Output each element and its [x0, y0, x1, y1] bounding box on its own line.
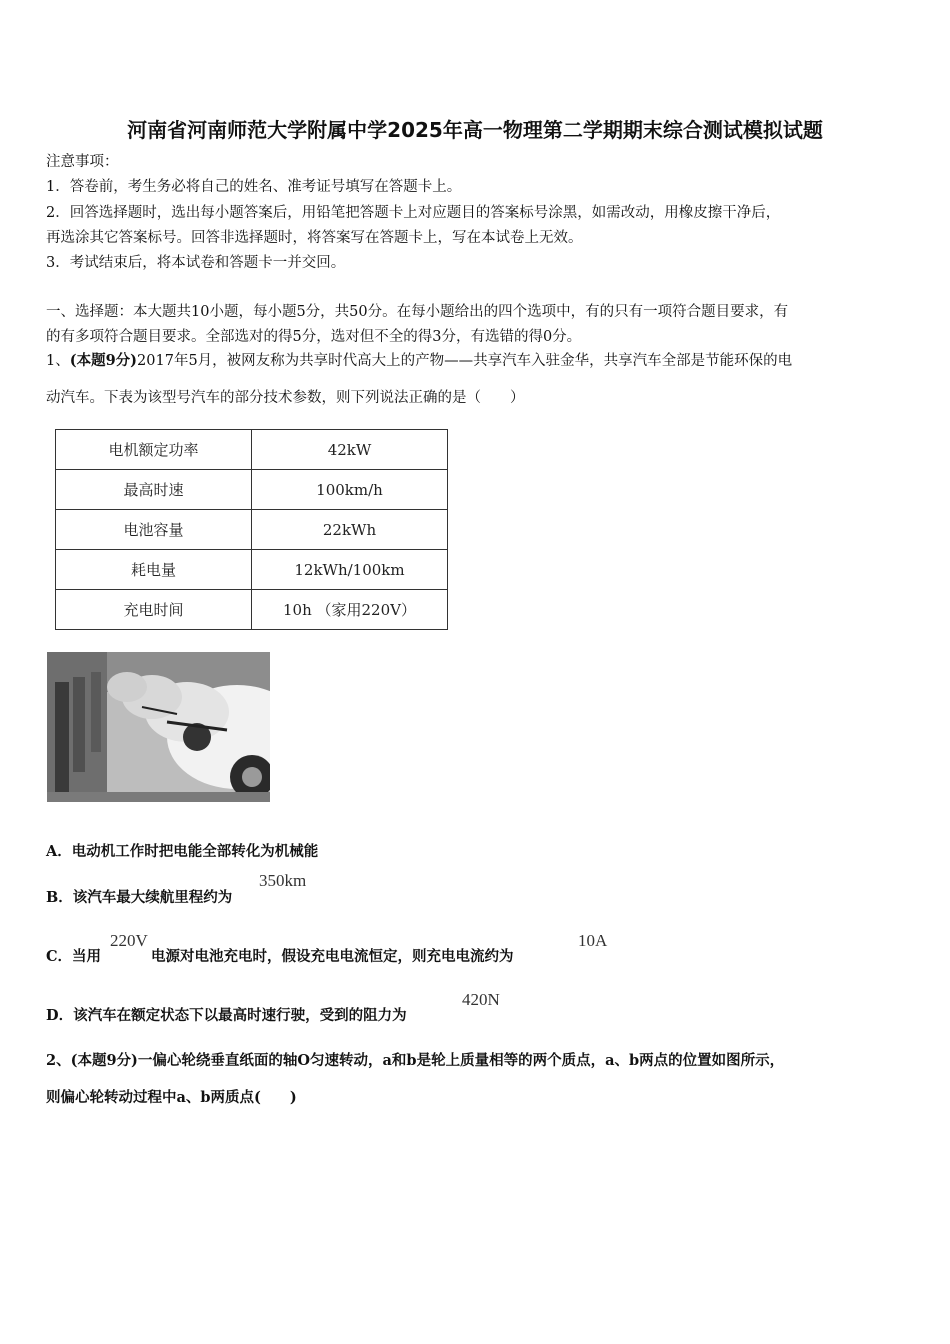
option-c-middle: 电源对电池充电时，假设充电电流恒定，则充电电流约为	[151, 948, 514, 965]
notice-item-3: 3．考试结束后，将本试卷和答题卡一并交回。	[46, 255, 346, 271]
option-c-current: 10A	[578, 931, 608, 950]
notice-item-2-cont: 再选涂其它答案标号。回答非选择题时，将答案写在答题卡上，写在本试卷上无效。	[46, 230, 583, 246]
spec-key: 电池容量	[56, 510, 252, 550]
spec-key: 耗电量	[56, 550, 252, 590]
question-2-line1	[46, 1051, 908, 1071]
section-instructions-line2: 的有多项符合题目要求。全部选对的得5分，选对但不全的得3分，有选错的得0分。	[46, 329, 582, 345]
notice-item-2: 2．回答选择题时，选出每小题答案后，用铅笔把答题卡上对应题目的答案标号涂黑，如需改动，用橡皮擦干净后，	[46, 205, 781, 221]
table-row	[56, 590, 448, 630]
table-row	[56, 470, 448, 510]
option-a: A．电动机工作时把电能全部转化为机械能	[46, 843, 319, 860]
table-row	[56, 430, 448, 470]
spec-key: 最高时速	[56, 470, 252, 510]
question-1-line2: 动汽车。下表为该型号汽车的部分技术参数，则下列说法正确的是（ ）	[46, 390, 525, 406]
question-1-line1	[46, 351, 908, 371]
section-instructions-line1: 一、选择题：本大题共10小题，每小题5分，共50分。在每小题给出的四个选项中，有的只有一项符合题目要求，有	[46, 304, 789, 320]
option-c-prefix: C．当用	[46, 948, 102, 965]
spec-value: 22kWh	[252, 510, 448, 550]
page-title: 河南省河南师范大学附属中学2025年高一物理第二学期期末综合测试模拟试题	[127, 118, 823, 142]
option-c-voltage: 220V	[110, 931, 148, 950]
option-d-value: 420N	[462, 990, 500, 1009]
spec-value: 12kWh/100km	[252, 550, 448, 590]
question-number: 1、	[46, 353, 70, 369]
question-number: 2、	[46, 1052, 71, 1069]
charging-cars-photo	[47, 652, 270, 802]
spec-value: 42kW	[252, 430, 448, 470]
spec-key: 电机额定功率	[56, 430, 252, 470]
question-tag: (本题9分)	[70, 1052, 138, 1069]
option-b-value: 350km	[259, 871, 307, 890]
option-d-text: D．该汽车在额定状态下以最高时速行驶，受到的阻力为	[46, 1007, 407, 1024]
table-row	[56, 550, 448, 590]
question-2-line2: 则偏心轮转动过程中a、b两质点( )	[46, 1089, 297, 1106]
question-tag: (本题9分)	[69, 352, 138, 369]
option-b-text: B．该汽车最大续航里程约为	[46, 889, 233, 906]
notice-item-1: 1．答卷前，考生务必将自己的姓名、准考证号填写在答题卡上。	[46, 179, 462, 195]
spec-table	[55, 429, 448, 630]
spec-key: 充电时间	[56, 590, 252, 630]
notice-heading: 注意事项：	[46, 154, 119, 170]
spec-value: 100km/h	[252, 470, 448, 510]
spec-value: 10h （家用220V）	[252, 590, 448, 630]
question-text: 2017年5月，被网友称为共享时代高大上的产物——共享汽车入驻金华，共享汽车全部是节能环保的电	[137, 353, 793, 369]
option-d	[46, 1004, 407, 1025]
question-text: 一偏心轮绕垂直纸面的轴O匀速转动，a和b是轮上质量相等的两个质点，a、b两点的位置如图所示，	[137, 1052, 785, 1069]
table-row	[56, 510, 448, 550]
option-b	[46, 886, 232, 907]
